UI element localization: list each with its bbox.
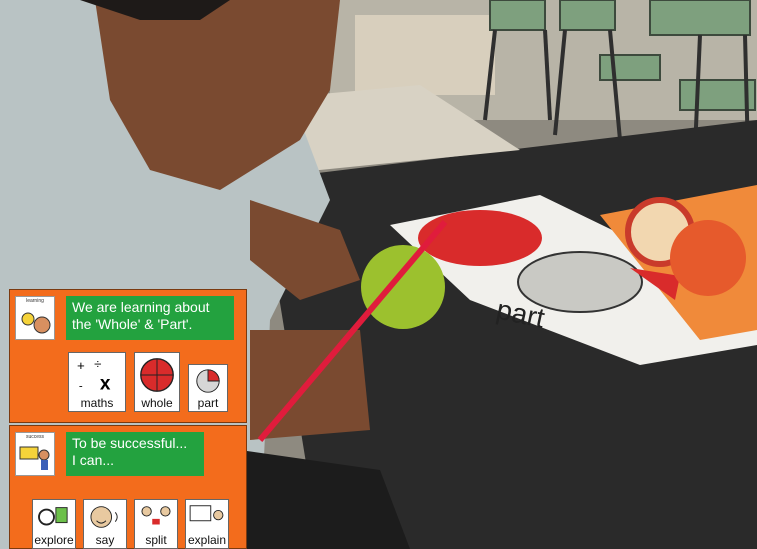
- learning-heading: [66, 296, 234, 340]
- split-symbol-card: [134, 499, 178, 549]
- split-icon: [135, 502, 177, 532]
- whole-symbol-card: [134, 352, 180, 412]
- learning-badge: [15, 296, 55, 340]
- learning-intention-card: [9, 289, 247, 423]
- svg-text:x: x: [99, 373, 111, 395]
- success-heading: [66, 432, 204, 476]
- say-symbol-card: [83, 499, 127, 549]
- explore-symbol-card: [32, 499, 76, 549]
- red-apple: [670, 220, 746, 296]
- success-badge: [15, 432, 55, 476]
- success-criteria-card: [9, 425, 247, 549]
- success-heading-line1: To be successful...: [72, 435, 188, 451]
- whole-fraction-circle: [418, 210, 542, 266]
- say-icon: [84, 502, 126, 532]
- explore-label: explore: [34, 533, 74, 547]
- svg-text:-: -: [78, 380, 83, 393]
- svg-text:÷: ÷: [94, 356, 102, 372]
- learning-heading-line2: the 'Whole' & 'Part'.: [72, 316, 193, 332]
- explain-icon: [186, 502, 228, 532]
- explore-icon: [33, 502, 75, 532]
- whole-label: whole: [141, 396, 173, 410]
- part-label: part: [197, 396, 219, 410]
- whole-circle-icon: [135, 355, 179, 395]
- maths-label: maths: [80, 396, 114, 410]
- success-heading-line2: I can...: [72, 452, 115, 468]
- explain-symbol-card: [185, 499, 229, 549]
- split-label: split: [145, 533, 167, 547]
- maths-symbols-icon: [69, 355, 125, 395]
- success-badge-caption: success: [25, 434, 45, 440]
- green-apple: [361, 245, 445, 329]
- part-symbol-card: [188, 364, 228, 412]
- learning-badge-caption: learning: [26, 298, 44, 304]
- maths-symbol-card: [68, 352, 126, 412]
- part-circle-icon: [189, 367, 227, 395]
- explain-label: explain: [187, 533, 227, 547]
- learning-heading-line1: We are learning about: [72, 299, 210, 315]
- svg-text:+: +: [77, 358, 85, 374]
- shelf: [355, 15, 495, 95]
- mat-word: part: [493, 293, 548, 334]
- say-label: say: [95, 533, 115, 547]
